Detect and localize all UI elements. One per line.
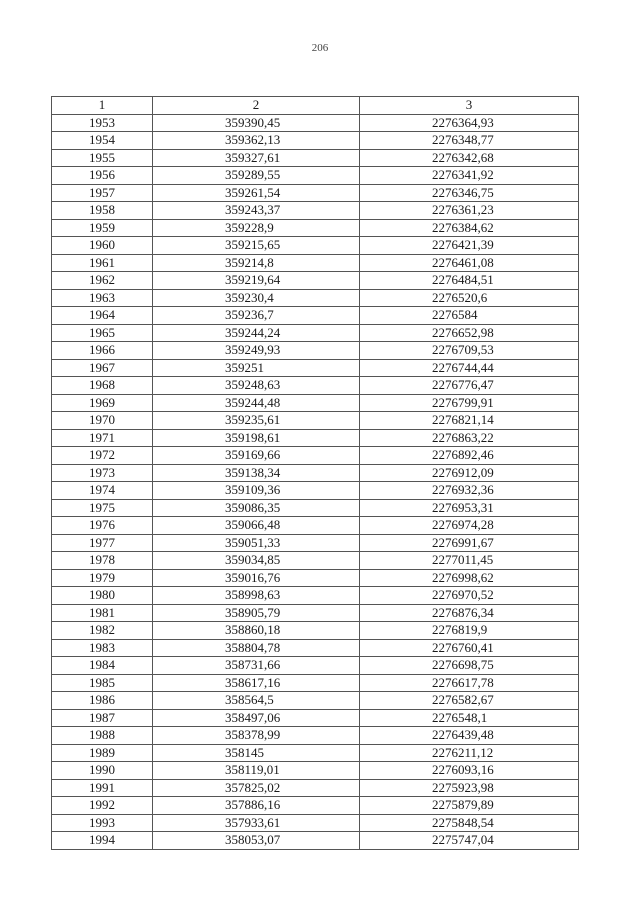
year-cell: 1974 — [52, 482, 153, 500]
value-cell-3: 2276364,93 — [360, 114, 579, 132]
value-cell-2: 358617,16 — [153, 674, 360, 692]
value-cell-3: 2276932,36 — [360, 482, 579, 500]
table-row — [52, 464, 579, 482]
value-cell-2: 359228,9 — [153, 219, 360, 237]
table-row — [52, 709, 579, 727]
year-cell: 1967 — [52, 359, 153, 377]
year-cell: 1972 — [52, 447, 153, 465]
value-cell-2: 359261,54 — [153, 184, 360, 202]
year-cell: 1963 — [52, 289, 153, 307]
value-cell-2: 359034,85 — [153, 552, 360, 570]
value-cell-3: 2276953,31 — [360, 499, 579, 517]
value-cell-2: 359236,7 — [153, 307, 360, 325]
table-row — [52, 447, 579, 465]
table-row — [52, 674, 579, 692]
year-cell: 1954 — [52, 132, 153, 150]
value-cell-3: 2276744,44 — [360, 359, 579, 377]
year-cell: 1962 — [52, 272, 153, 290]
value-cell-2: 357825,02 — [153, 779, 360, 797]
value-cell-2: 358905,79 — [153, 604, 360, 622]
table-row — [52, 307, 579, 325]
year-cell: 1994 — [52, 832, 153, 850]
table-row — [52, 814, 579, 832]
value-cell-2: 358497,06 — [153, 709, 360, 727]
year-cell: 1980 — [52, 587, 153, 605]
table-row — [52, 132, 579, 150]
value-cell-2: 358804,78 — [153, 639, 360, 657]
value-cell-3: 2276346,75 — [360, 184, 579, 202]
data-table-container — [51, 96, 578, 850]
year-cell: 1979 — [52, 569, 153, 587]
year-cell: 1978 — [52, 552, 153, 570]
value-cell-3: 2276974,28 — [360, 517, 579, 535]
value-cell-2: 358564,5 — [153, 692, 360, 710]
table-row — [52, 237, 579, 255]
value-cell-2: 359243,37 — [153, 202, 360, 220]
table-row — [52, 779, 579, 797]
year-cell: 1966 — [52, 342, 153, 360]
table-header-row — [52, 97, 579, 115]
value-cell-3: 2276520,6 — [360, 289, 579, 307]
table-row — [52, 604, 579, 622]
header-cell-1: 1 — [52, 97, 153, 115]
year-cell: 1973 — [52, 464, 153, 482]
year-cell: 1959 — [52, 219, 153, 237]
value-cell-3: 2276342,68 — [360, 149, 579, 167]
table-row — [52, 167, 579, 185]
value-cell-3: 2276799,91 — [360, 394, 579, 412]
year-cell: 1986 — [52, 692, 153, 710]
year-cell: 1961 — [52, 254, 153, 272]
value-cell-2: 358998,63 — [153, 587, 360, 605]
value-cell-3: 2277011,45 — [360, 552, 579, 570]
year-cell: 1955 — [52, 149, 153, 167]
value-cell-3: 2276548,1 — [360, 709, 579, 727]
value-cell-2: 359215,65 — [153, 237, 360, 255]
value-cell-3: 2276211,12 — [360, 744, 579, 762]
value-cell-3: 2276863,22 — [360, 429, 579, 447]
year-cell: 1984 — [52, 657, 153, 675]
year-cell: 1989 — [52, 744, 153, 762]
table-row — [52, 429, 579, 447]
value-cell-3: 2276819,9 — [360, 622, 579, 640]
value-cell-2: 359086,35 — [153, 499, 360, 517]
year-cell: 1991 — [52, 779, 153, 797]
value-cell-2: 357886,16 — [153, 797, 360, 815]
value-cell-2: 359249,93 — [153, 342, 360, 360]
year-cell: 1971 — [52, 429, 153, 447]
value-cell-3: 2276991,67 — [360, 534, 579, 552]
table-row — [52, 482, 579, 500]
value-cell-3: 2276461,08 — [360, 254, 579, 272]
table-row — [52, 359, 579, 377]
year-cell: 1985 — [52, 674, 153, 692]
table-row — [52, 622, 579, 640]
table-row — [52, 184, 579, 202]
value-cell-2: 358119,01 — [153, 762, 360, 780]
year-cell: 1969 — [52, 394, 153, 412]
value-cell-3: 2276998,62 — [360, 569, 579, 587]
header-cell-3: 3 — [360, 97, 579, 115]
value-cell-2: 359248,63 — [153, 377, 360, 395]
value-cell-2: 358731,66 — [153, 657, 360, 675]
table-row — [52, 657, 579, 675]
year-cell: 1988 — [52, 727, 153, 745]
value-cell-3: 2276582,67 — [360, 692, 579, 710]
table-row — [52, 639, 579, 657]
value-cell-3: 2276584 — [360, 307, 579, 325]
year-cell: 1977 — [52, 534, 153, 552]
value-cell-3: 2276652,98 — [360, 324, 579, 342]
value-cell-2: 359362,13 — [153, 132, 360, 150]
year-cell: 1981 — [52, 604, 153, 622]
data-table — [51, 96, 579, 850]
table-row — [52, 832, 579, 850]
value-cell-2: 357933,61 — [153, 814, 360, 832]
value-cell-2: 359198,61 — [153, 429, 360, 447]
value-cell-3: 2276341,92 — [360, 167, 579, 185]
value-cell-2: 359230,4 — [153, 289, 360, 307]
value-cell-3: 2276384,62 — [360, 219, 579, 237]
table-row — [52, 149, 579, 167]
table-row — [52, 412, 579, 430]
table-row — [52, 569, 579, 587]
table-row — [52, 797, 579, 815]
value-cell-2: 359066,48 — [153, 517, 360, 535]
value-cell-3: 2276348,77 — [360, 132, 579, 150]
value-cell-3: 2276970,52 — [360, 587, 579, 605]
year-cell: 1960 — [52, 237, 153, 255]
value-cell-2: 359214,8 — [153, 254, 360, 272]
value-cell-3: 2276421,39 — [360, 237, 579, 255]
value-cell-3: 2276912,09 — [360, 464, 579, 482]
year-cell: 1975 — [52, 499, 153, 517]
table-row — [52, 727, 579, 745]
year-cell: 1990 — [52, 762, 153, 780]
value-cell-2: 359390,45 — [153, 114, 360, 132]
table-row — [52, 219, 579, 237]
value-cell-2: 359138,34 — [153, 464, 360, 482]
table-row — [52, 394, 579, 412]
year-cell: 1987 — [52, 709, 153, 727]
value-cell-2: 359289,55 — [153, 167, 360, 185]
year-cell: 1953 — [52, 114, 153, 132]
value-cell-3: 2276821,14 — [360, 412, 579, 430]
page-number: 206 — [311, 42, 329, 54]
value-cell-2: 359109,36 — [153, 482, 360, 500]
value-cell-2: 359327,61 — [153, 149, 360, 167]
table-row — [52, 324, 579, 342]
year-cell: 1957 — [52, 184, 153, 202]
table-row — [52, 552, 579, 570]
table-row — [52, 289, 579, 307]
value-cell-2: 359016,76 — [153, 569, 360, 587]
year-cell: 1982 — [52, 622, 153, 640]
value-cell-3: 2276709,53 — [360, 342, 579, 360]
value-cell-2: 359051,33 — [153, 534, 360, 552]
value-cell-2: 359235,61 — [153, 412, 360, 430]
year-cell: 1965 — [52, 324, 153, 342]
value-cell-3: 2275879,89 — [360, 797, 579, 815]
table-row — [52, 517, 579, 535]
year-cell: 1970 — [52, 412, 153, 430]
year-cell: 1983 — [52, 639, 153, 657]
value-cell-3: 2276093,16 — [360, 762, 579, 780]
value-cell-2: 358860,18 — [153, 622, 360, 640]
value-cell-3: 2276698,75 — [360, 657, 579, 675]
value-cell-2: 358053,07 — [153, 832, 360, 850]
value-cell-2: 358378,99 — [153, 727, 360, 745]
value-cell-2: 359244,48 — [153, 394, 360, 412]
value-cell-3: 2275923,98 — [360, 779, 579, 797]
header-cell-2: 2 — [153, 97, 360, 115]
value-cell-2: 359169,66 — [153, 447, 360, 465]
value-cell-3: 2276361,23 — [360, 202, 579, 220]
value-cell-2: 359251 — [153, 359, 360, 377]
year-cell: 1968 — [52, 377, 153, 395]
value-cell-2: 359219,64 — [153, 272, 360, 290]
value-cell-2: 359244,24 — [153, 324, 360, 342]
year-cell: 1992 — [52, 797, 153, 815]
table-row — [52, 762, 579, 780]
table-row — [52, 692, 579, 710]
table-row — [52, 254, 579, 272]
table-row — [52, 377, 579, 395]
table-row — [52, 272, 579, 290]
value-cell-3: 2276484,51 — [360, 272, 579, 290]
year-cell: 1993 — [52, 814, 153, 832]
value-cell-3: 2275747,04 — [360, 832, 579, 850]
value-cell-3: 2276892,46 — [360, 447, 579, 465]
value-cell-3: 2275848,54 — [360, 814, 579, 832]
value-cell-3: 2276439,48 — [360, 727, 579, 745]
year-cell: 1964 — [52, 307, 153, 325]
value-cell-3: 2276617,78 — [360, 674, 579, 692]
table-row — [52, 587, 579, 605]
table-row — [52, 534, 579, 552]
value-cell-3: 2276760,41 — [360, 639, 579, 657]
table-row — [52, 744, 579, 762]
year-cell: 1976 — [52, 517, 153, 535]
value-cell-3: 2276776,47 — [360, 377, 579, 395]
year-cell: 1958 — [52, 202, 153, 220]
value-cell-3: 2276876,34 — [360, 604, 579, 622]
table-row — [52, 342, 579, 360]
value-cell-2: 358145 — [153, 744, 360, 762]
table-row — [52, 114, 579, 132]
table-row — [52, 499, 579, 517]
year-cell: 1956 — [52, 167, 153, 185]
table-row — [52, 202, 579, 220]
